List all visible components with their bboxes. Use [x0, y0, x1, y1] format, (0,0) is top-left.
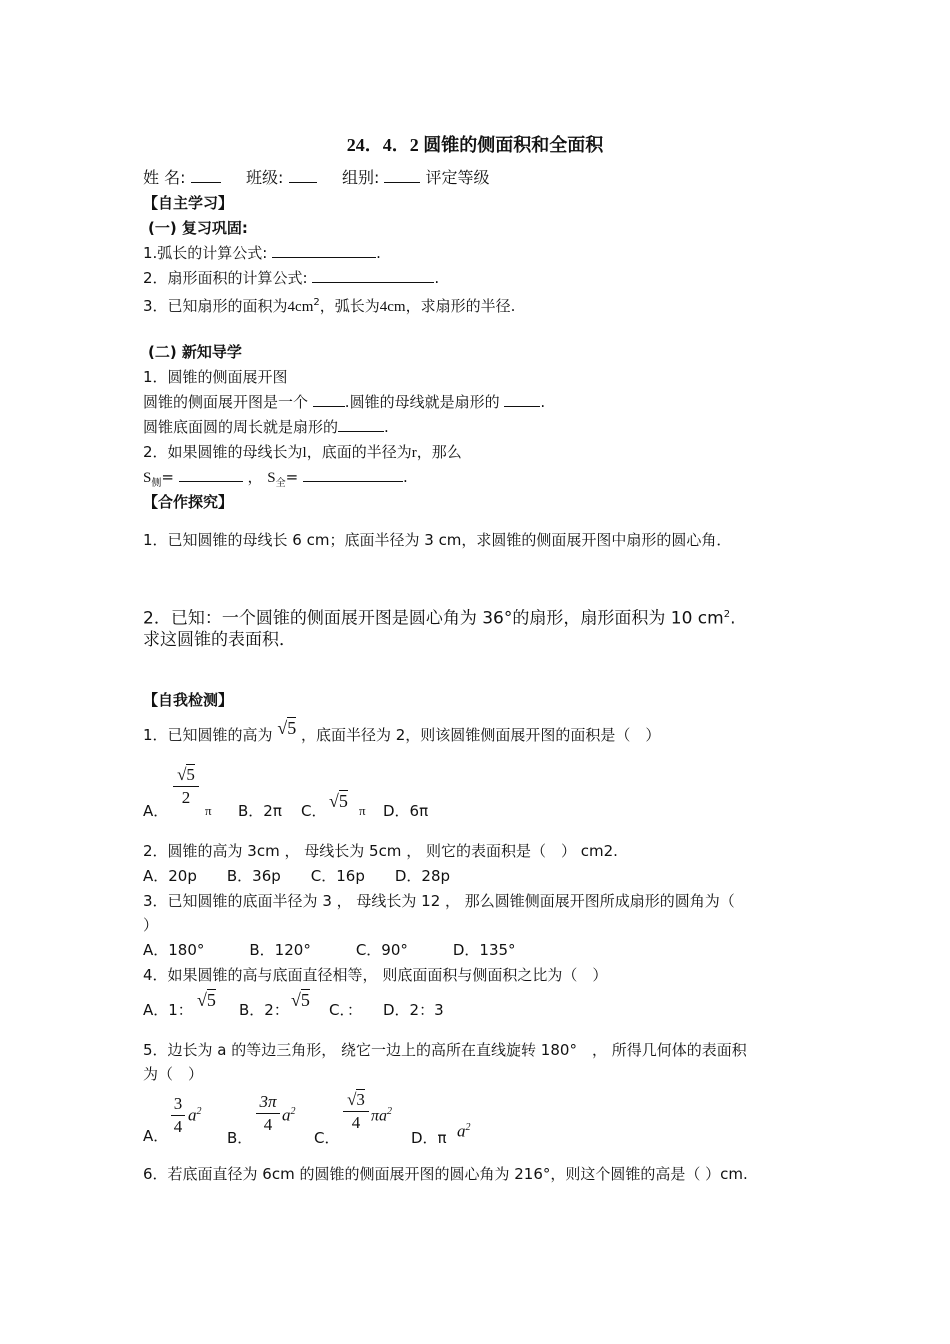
q5-option-a-label: A．	[143, 1127, 169, 1145]
fraction-numerator: 3π	[259, 1092, 277, 1111]
fraction-bar	[171, 1115, 185, 1116]
q4-option-a: A．1：	[143, 1001, 193, 1019]
check-question-3-line-2: ）	[143, 916, 159, 934]
exponent-2: 2	[290, 1106, 296, 1117]
exponent-2: 2	[465, 1122, 471, 1133]
page-title: 24．4．2 圆锥的侧面积和全面积	[346, 135, 604, 155]
check-question-5-line-2: 为（ ）	[143, 1065, 204, 1083]
class-label: 班级:	[246, 168, 284, 187]
nk2-text-b: .圆锥的母线就是扇形的	[344, 393, 500, 411]
q1-option-c-pi: π	[359, 803, 366, 818]
review-q3-area: 4cm	[287, 299, 314, 315]
nk4-text-c: ，底面的半径为	[306, 443, 412, 461]
fraction-numerator: √3	[347, 1090, 365, 1109]
s-total-sub: 全	[275, 478, 286, 489]
fraction-denominator: 4	[351, 1113, 361, 1132]
q5-option-d-variable	[457, 1118, 471, 1142]
q5-option-b-variable	[282, 1102, 296, 1126]
q4-option-c: C．：	[329, 1001, 362, 1019]
variable-pi-a: πa	[371, 1107, 388, 1125]
check-question-3-options: A．180° B．120° C．90° D．135°	[143, 941, 516, 959]
cooperate-question-2-line-2: 求这圆锥的表面积．	[143, 630, 296, 650]
q5-option-b-fraction	[256, 1092, 280, 1135]
s-total-eq: =	[285, 468, 299, 486]
s-side-symbol: S	[143, 470, 152, 486]
student-info-line	[143, 168, 490, 188]
review-q3-part-c: ，弧长为	[319, 297, 380, 315]
review-q3-part-a: 3．已知扇形的面积为	[143, 297, 288, 315]
new-knowledge-1: 1．圆锥的侧面展开图	[143, 368, 288, 386]
new-knowledge-2: 圆锥的侧面展开图是一个 .圆锥的母线就是扇形的 .	[143, 393, 546, 411]
coop-q2-sup: 2	[723, 609, 731, 620]
q1-option-c-sqrt5: √5	[329, 791, 348, 811]
s-total-symbol: S	[267, 470, 276, 486]
review-question-1: 1.弧长的计算公式: .	[143, 244, 381, 262]
variable-a: a	[282, 1105, 291, 1125]
new-knowledge-4	[143, 442, 462, 463]
q1-option-b: B．2π	[238, 802, 282, 820]
exponent-2: 2	[196, 1106, 202, 1117]
fraction-denominator: 2	[181, 788, 191, 807]
q1-option-a-label: A．	[143, 802, 169, 820]
q1-option-d: D．6π	[383, 802, 429, 820]
review-q3-sup: 2	[313, 297, 320, 308]
coop-q2-text: 2．已知：一个圆锥的侧面展开图是圆心角为 36°的扇形，扇形面积为 10 cm	[143, 608, 724, 629]
fraction-denominator: 4	[263, 1115, 273, 1134]
group-blank[interactable]	[384, 168, 420, 183]
variable-a: a	[457, 1121, 466, 1141]
q4-option-b: B．2：	[239, 1001, 289, 1019]
section-new-knowledge: (二) 新知导学	[148, 343, 242, 361]
fraction-numerator: √5	[177, 765, 195, 784]
section-review: (一) 复习巩固:	[148, 219, 248, 237]
arc-blank[interactable]	[338, 417, 384, 432]
nk4-l: l	[302, 445, 307, 461]
q5-option-d-label: D．π	[411, 1129, 447, 1147]
review-q1-text: 1.弧长的计算公式:	[143, 244, 268, 262]
arc-length-blank[interactable]	[272, 243, 376, 258]
sqrt3-radicand: 3	[356, 1090, 365, 1109]
check-question-3-line-1: 3．已知圆锥的底面半径为 3 ， 母线长为 12 ， 那么圆锥侧面展开图所成扇形的圆角为（	[143, 892, 735, 910]
q1-text-b: ，底面半径为 2，则该圆锥侧面展开图的面积是（ ）	[301, 726, 661, 744]
sqrt5-radicand: 5	[287, 717, 297, 738]
sqrt5-radicand: 5	[186, 765, 195, 784]
fraction-bar	[173, 786, 199, 787]
group-label: 组别:	[341, 168, 380, 187]
variable-a: a	[188, 1105, 197, 1125]
check-question-6: 6．若底面直径为 6cm 的圆锥的侧面展开图的圆心角为 216°，则这个圆锥的高是（ ）cm.	[143, 1165, 748, 1183]
check-question-5-line-1: 5．边长为 a 的等边三角形， 绕它一边上的高所在直线旋转 180° ， 所得几何体的表面积	[143, 1041, 747, 1059]
lateral-area-blank[interactable]	[179, 467, 243, 482]
review-q3-part-e: ，求扇形的半径.	[405, 297, 516, 315]
q1-option-a-fraction	[173, 765, 199, 808]
check-question-2: 2．圆锥的高为 3cm ， 母线长为 5cm ， 则它的表面积是（ ） cm2.	[143, 842, 618, 860]
fraction-denominator: 4	[173, 1117, 183, 1136]
exponent-2: 2	[387, 1106, 393, 1117]
sqrt5-radicand: 5	[206, 990, 216, 1010]
cooperate-question-1: 1．已知圆锥的母线长 6 cm；底面半径为 3 cm，求圆锥的侧面展开图中扇形的圆心角．	[143, 531, 732, 549]
grade-label: 评定等级	[425, 168, 490, 187]
section-self-study: 【自主学习】	[143, 194, 234, 212]
fraction-numerator: 3	[173, 1094, 183, 1113]
fraction-bar	[256, 1113, 280, 1114]
q1-option-a-pi: π	[205, 803, 212, 818]
class-blank[interactable]	[289, 168, 317, 183]
q5-option-c-variable	[371, 1102, 392, 1126]
q5-option-c-fraction	[343, 1090, 369, 1133]
review-question-2: 2．扇形面积的计算公式: .	[143, 269, 440, 287]
section-cooperate: 【合作探究】	[143, 493, 234, 511]
q1-text-a: 1．已知圆锥的高为	[143, 726, 273, 744]
review-q3-arc: 4cm	[379, 299, 406, 315]
new-knowledge-3: 圆锥底面圆的周长就是扇形的 .	[143, 418, 389, 436]
q5-option-a-fraction	[171, 1094, 185, 1137]
q1-option-c-label: C．	[301, 802, 327, 820]
radius-blank[interactable]	[504, 392, 540, 407]
sector-blank[interactable]	[313, 392, 345, 407]
sector-area-blank[interactable]	[312, 268, 434, 283]
sqrt5-radicand: 5	[338, 791, 348, 811]
nk4-text-e: ，那么	[416, 443, 462, 461]
q5-option-c-label: C．	[314, 1129, 340, 1147]
review-question-3	[143, 293, 515, 317]
q4-option-b-sqrt5: √5	[291, 990, 310, 1010]
section-self-check: 【自我检测】	[143, 691, 234, 709]
nk2-text-a: 圆锥的侧面展开图是一个	[143, 393, 309, 411]
q5-option-b-label: B．	[227, 1129, 253, 1147]
cooperate-question-2-line-1: 2．已知：一个圆锥的侧面展开图是圆心角为 36°的扇形，扇形面积为 10 $cm^2$.	[143, 608, 736, 629]
review-q2-text: 2．扇形面积的计算公式:	[143, 269, 308, 287]
q5-option-a-variable	[188, 1102, 202, 1126]
sqrt5-radicand: 5	[300, 990, 310, 1010]
total-area-blank[interactable]	[303, 467, 403, 482]
nk4-r: r	[411, 445, 417, 461]
q4-option-d: D．2：3	[383, 1001, 444, 1019]
fraction-bar	[343, 1111, 369, 1112]
s-side-eq: =	[161, 468, 174, 486]
nk3-text: 圆锥底面圆的周长就是扇形的	[143, 418, 339, 436]
sqrt5-radical: √5	[277, 717, 297, 738]
check-question-4: 4．如果圆锥的高与底面直径相等， 则底面面积与侧面积之比为（ ）	[143, 966, 608, 984]
check-question-1	[143, 717, 661, 746]
q4-option-a-sqrt5: √5	[197, 990, 216, 1010]
name-blank[interactable]	[191, 168, 221, 183]
s-side-sub: 侧	[151, 478, 162, 489]
check-question-2-options: A．20p B．36p C．16p D．28p	[143, 867, 451, 885]
name-label: 姓 名:	[143, 168, 186, 187]
new-knowledge-5: $S_侧=$ ， $S_全=$ .	[143, 468, 408, 489]
nk4-text-a: 2．如果圆锥的母线长为	[143, 443, 303, 461]
